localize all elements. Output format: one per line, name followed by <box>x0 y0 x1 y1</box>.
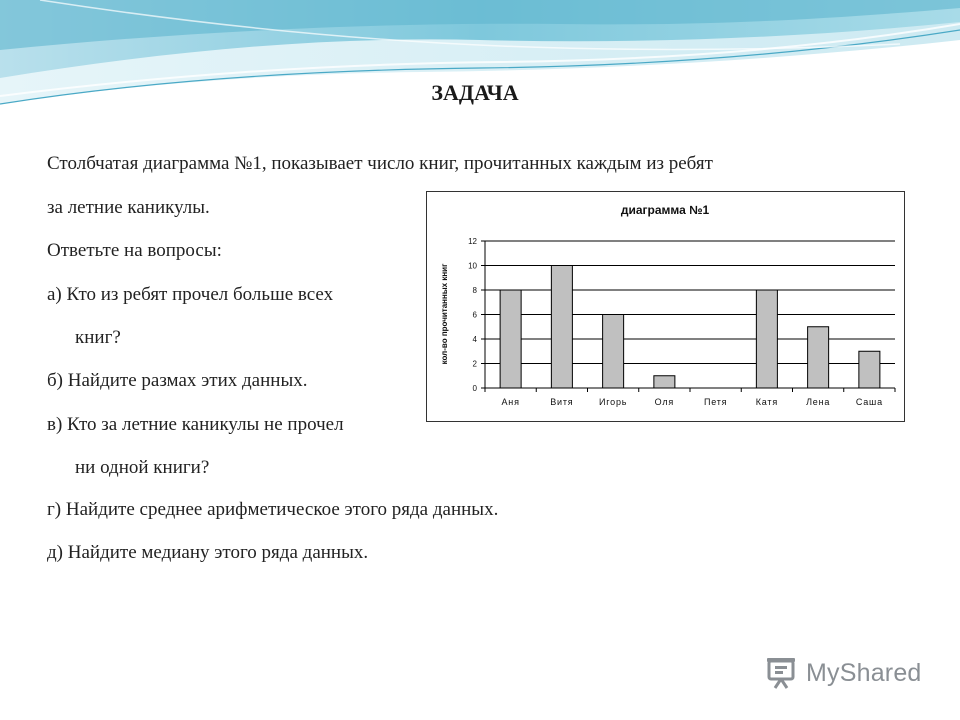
question-a-line-2: книг? <box>75 327 121 348</box>
x-tick-label: Витя <box>550 397 574 407</box>
question-b: б) Найдите размах этих данных. <box>47 370 308 391</box>
question-d: д) Найдите медиану этого ряда данных. <box>47 542 369 563</box>
y-axis-label: кол-во прочитанных книг <box>440 263 449 365</box>
bar-3 <box>603 315 624 389</box>
bar-4 <box>654 376 675 388</box>
task-intro-line-2: за летние каникулы. <box>47 197 210 218</box>
x-tick-label: Петя <box>703 397 728 407</box>
chart-title: диаграмма №1 <box>620 203 710 217</box>
bar-2 <box>551 266 572 389</box>
question-v-line-1: в) Кто за летние каникулы не прочел <box>47 414 344 435</box>
y-tick-label: 4 <box>472 335 477 344</box>
question-g: г) Найдите среднее арифметическое этого ряда данных. <box>47 499 499 520</box>
x-tick-label: Катя <box>755 397 778 407</box>
y-tick-label: 8 <box>472 286 477 295</box>
x-tick-label: Аня <box>501 397 520 407</box>
y-tick-label: 2 <box>472 359 477 369</box>
y-tick-label: 10 <box>468 261 477 271</box>
y-tick-label: 6 <box>472 310 477 320</box>
question-a-line-1: а) Кто из ребят прочел больше всех <box>47 284 334 305</box>
questions-heading: Ответьте на вопросы: <box>47 240 222 261</box>
bar-8 <box>859 351 880 388</box>
bar-1 <box>500 290 521 388</box>
x-tick-label: Саша <box>855 397 883 407</box>
logo-text: MyShared <box>806 658 922 687</box>
myshared-logo <box>766 656 922 690</box>
x-tick-label: Игорь <box>598 397 628 407</box>
slide-title: ЗАДАЧА <box>431 80 519 105</box>
question-v-line-2: ни одной книги? <box>75 457 210 478</box>
y-tick-label: 0 <box>472 384 477 393</box>
bar-chart <box>426 191 905 422</box>
y-tick-label: 12 <box>468 237 477 246</box>
bar-7 <box>808 327 829 388</box>
x-tick-label: Лена <box>806 397 831 407</box>
bar-chart-svg <box>427 192 904 421</box>
x-tick-label: Оля <box>654 397 675 407</box>
task-intro-line-1: Столбчатая диаграмма №1, показывает число книг, прочитанных каждым из ребят <box>47 153 713 174</box>
presentation-icon <box>766 656 800 690</box>
bar-6 <box>756 290 777 388</box>
